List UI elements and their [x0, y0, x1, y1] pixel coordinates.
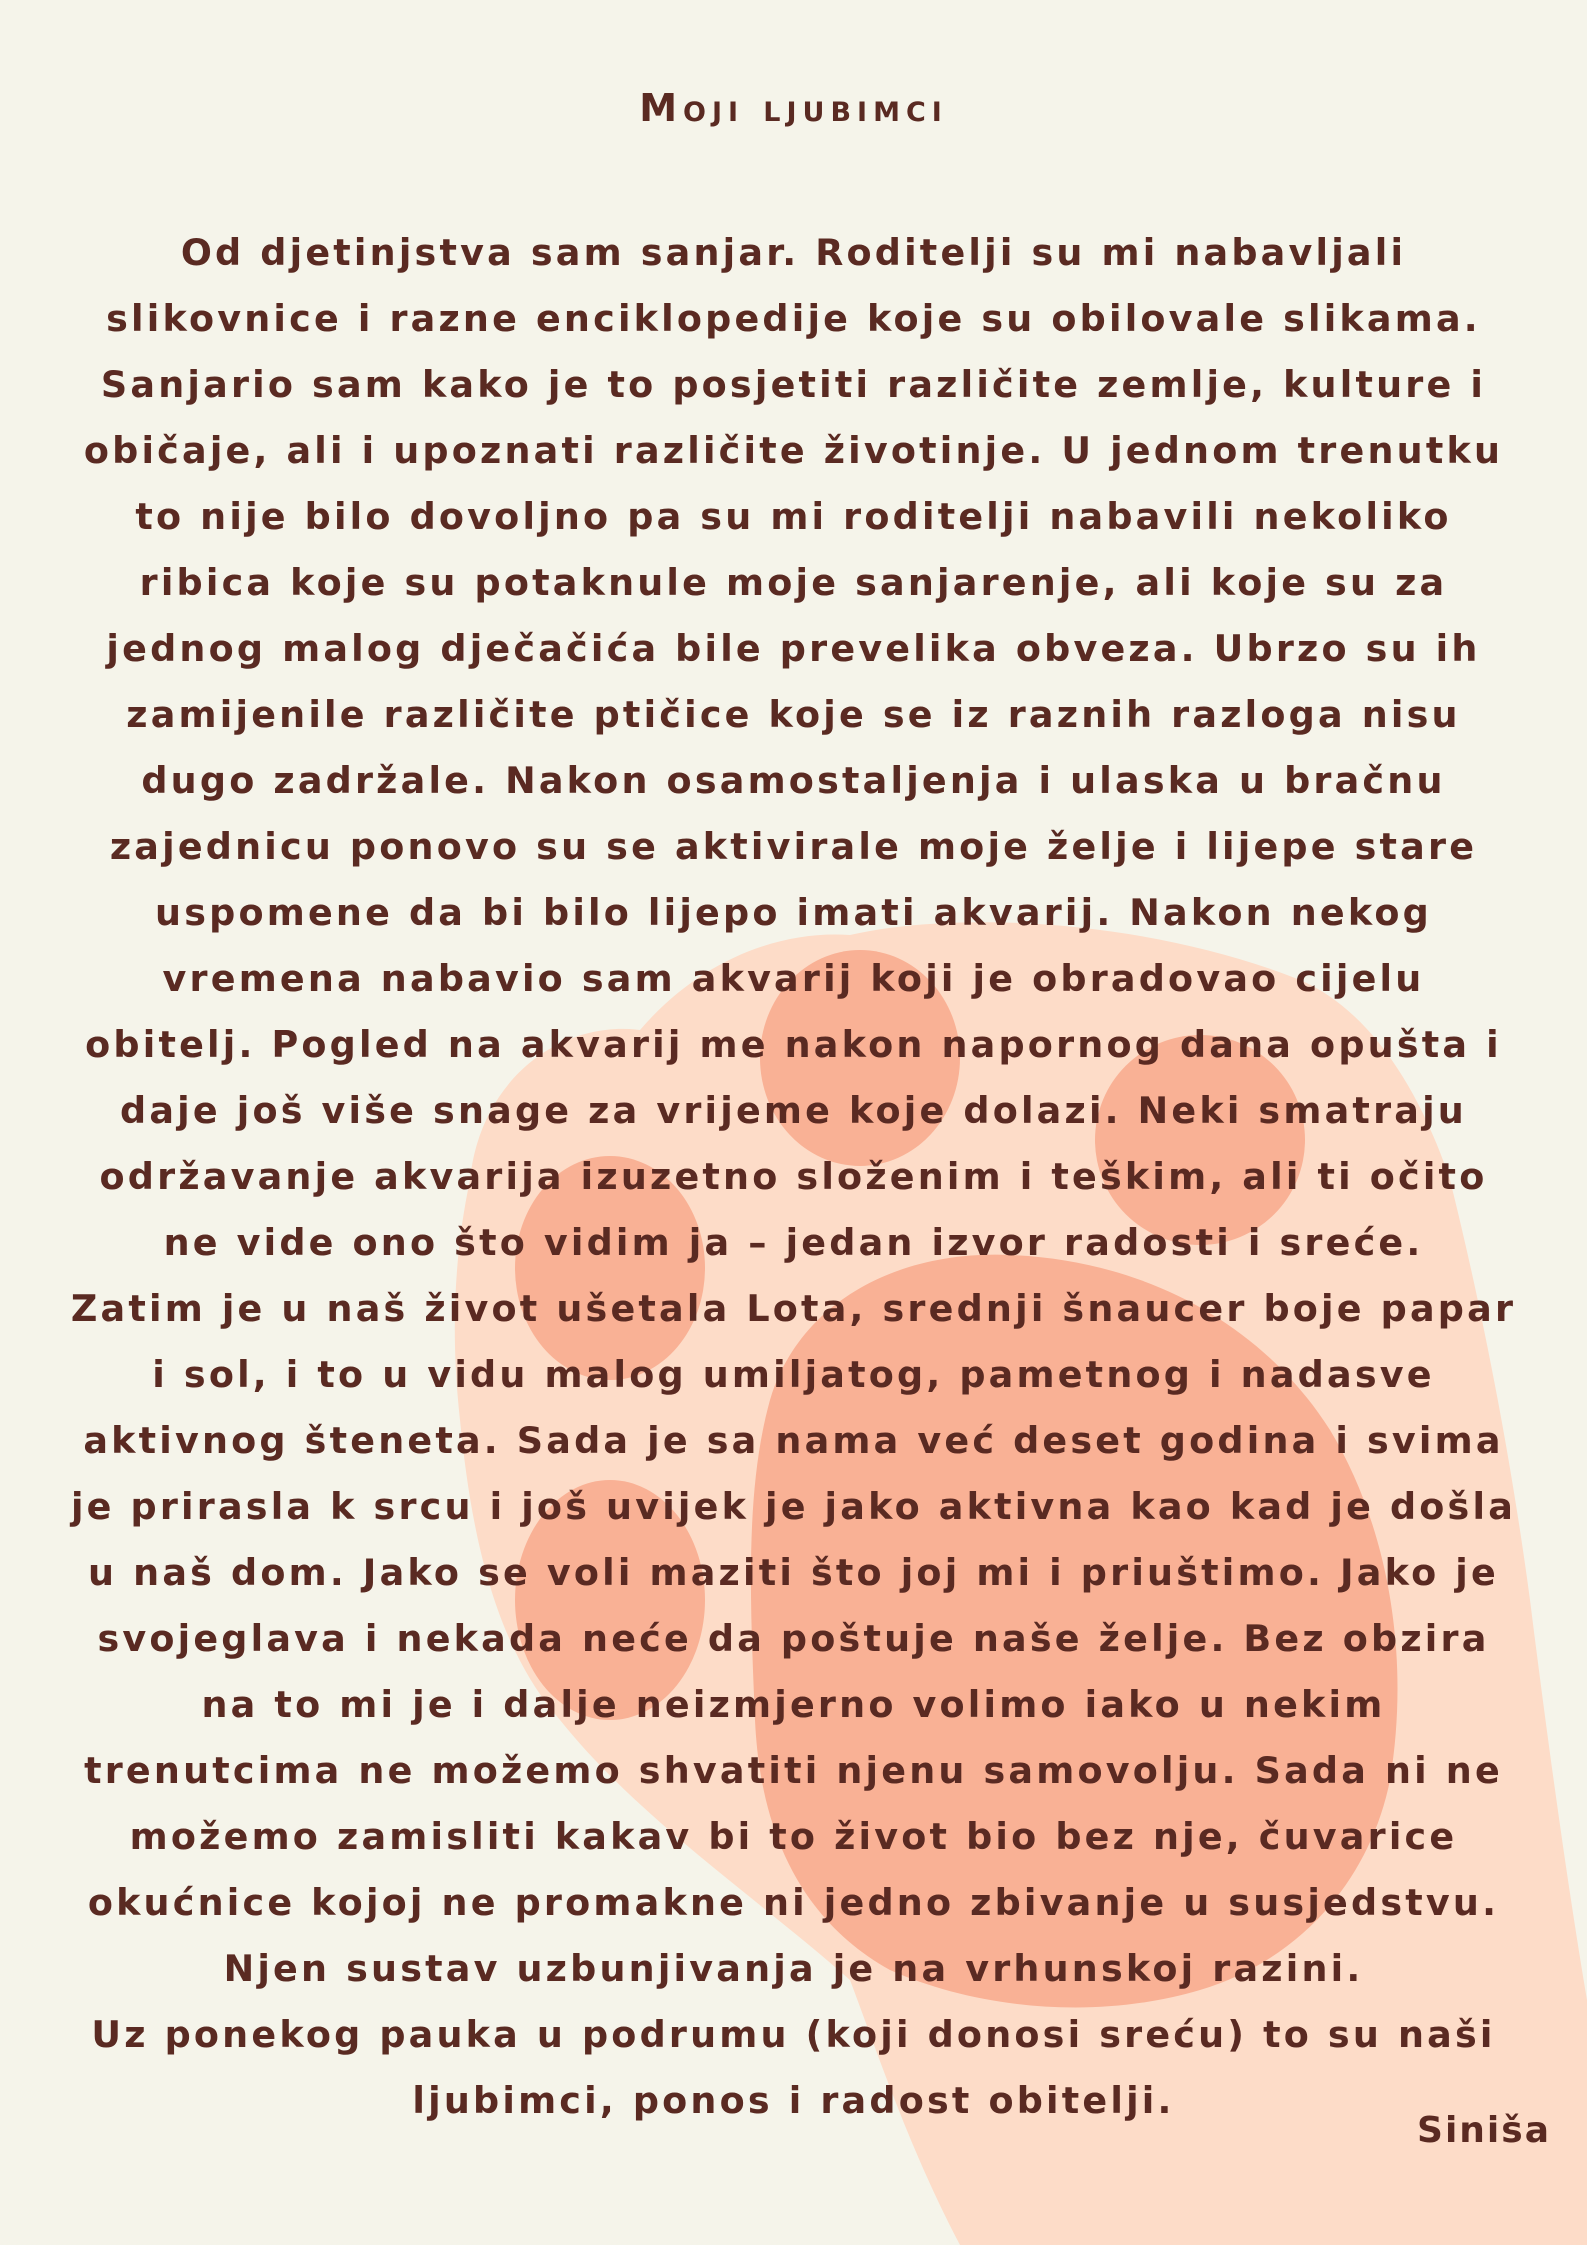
author-signature: Siniša	[1417, 2110, 1551, 2151]
document-body	[70, 220, 1517, 2134]
paragraph-closing: Uz ponekog pauka u podrumu (koji donosi sreću) to su naši ljubimci, ponos i radost obitelji.	[91, 2013, 1496, 2122]
paragraph-aquarium: Od djetinjstva sam sanjar. Roditelji su mi nabavljali slikovnice i razne enciklopedije koje su obilovale slikama. Sanjario sam kako je to posjetiti različite zemlje, kulture i običaje, ali i upoznati različite životinje. U jednom trenutku to nije bilo dovoljno pa su mi roditelji nabavili nekoliko ribica koje su potaknule moje sanjarenje, ali koje su za jednog malog dječačića bile prevelika obveza. Ubrzo su ih zamijenile različite ptičice koje se iz raznih razloga nisu dugo zadržale. Nakon osamostaljenja i ulaska u bračnu zajednicu ponovo su se aktivirale moje želje i lijepe stare uspomene da bi bilo lijepo imati akvarij. Nakon nekog vremena nabavio sam akvarij koji je obradovao cijelu obitelj. Pogled na akvarij me nakon napornog dana opušta i daje još više snage za vrijeme koje dolazi. Neki smatraju održavanje akvarija izuzetno složenim i teškim, ali ti očito ne vide ono što vidim ja – jedan izvor radosti i sreće.	[83, 231, 1504, 1264]
paragraph-dog-lota: Zatim je u naš život ušetala Lota, srednji šnaucer boje papar i sol, i to u vidu malog umiljatog, pametnog i nadasve aktivnog šteneta. Sada je sa nama već deset godina i svima je prirasla k srcu i još uvijek je jako aktivna kao kad je došla u naš dom. Jako se voli maziti što joj mi i priuštimo. Jako je svojeglava i nekada neće da poštuje naše želje. Bez obzira na to mi je i dalje neizmjerno volimo iako u nekim trenutcima ne možemo shvatiti njenu samovolju. Sada ni ne možemo zamisliti kakav bi to život bio bez nje, čuvarice okućnice kojoj ne promakne ni jedno zbivanje u susjedstvu. Njen sustav uzbunjivanja je na vrhunskoj razini.	[70, 1287, 1517, 1990]
document-title: Moji ljubimci	[639, 86, 948, 130]
